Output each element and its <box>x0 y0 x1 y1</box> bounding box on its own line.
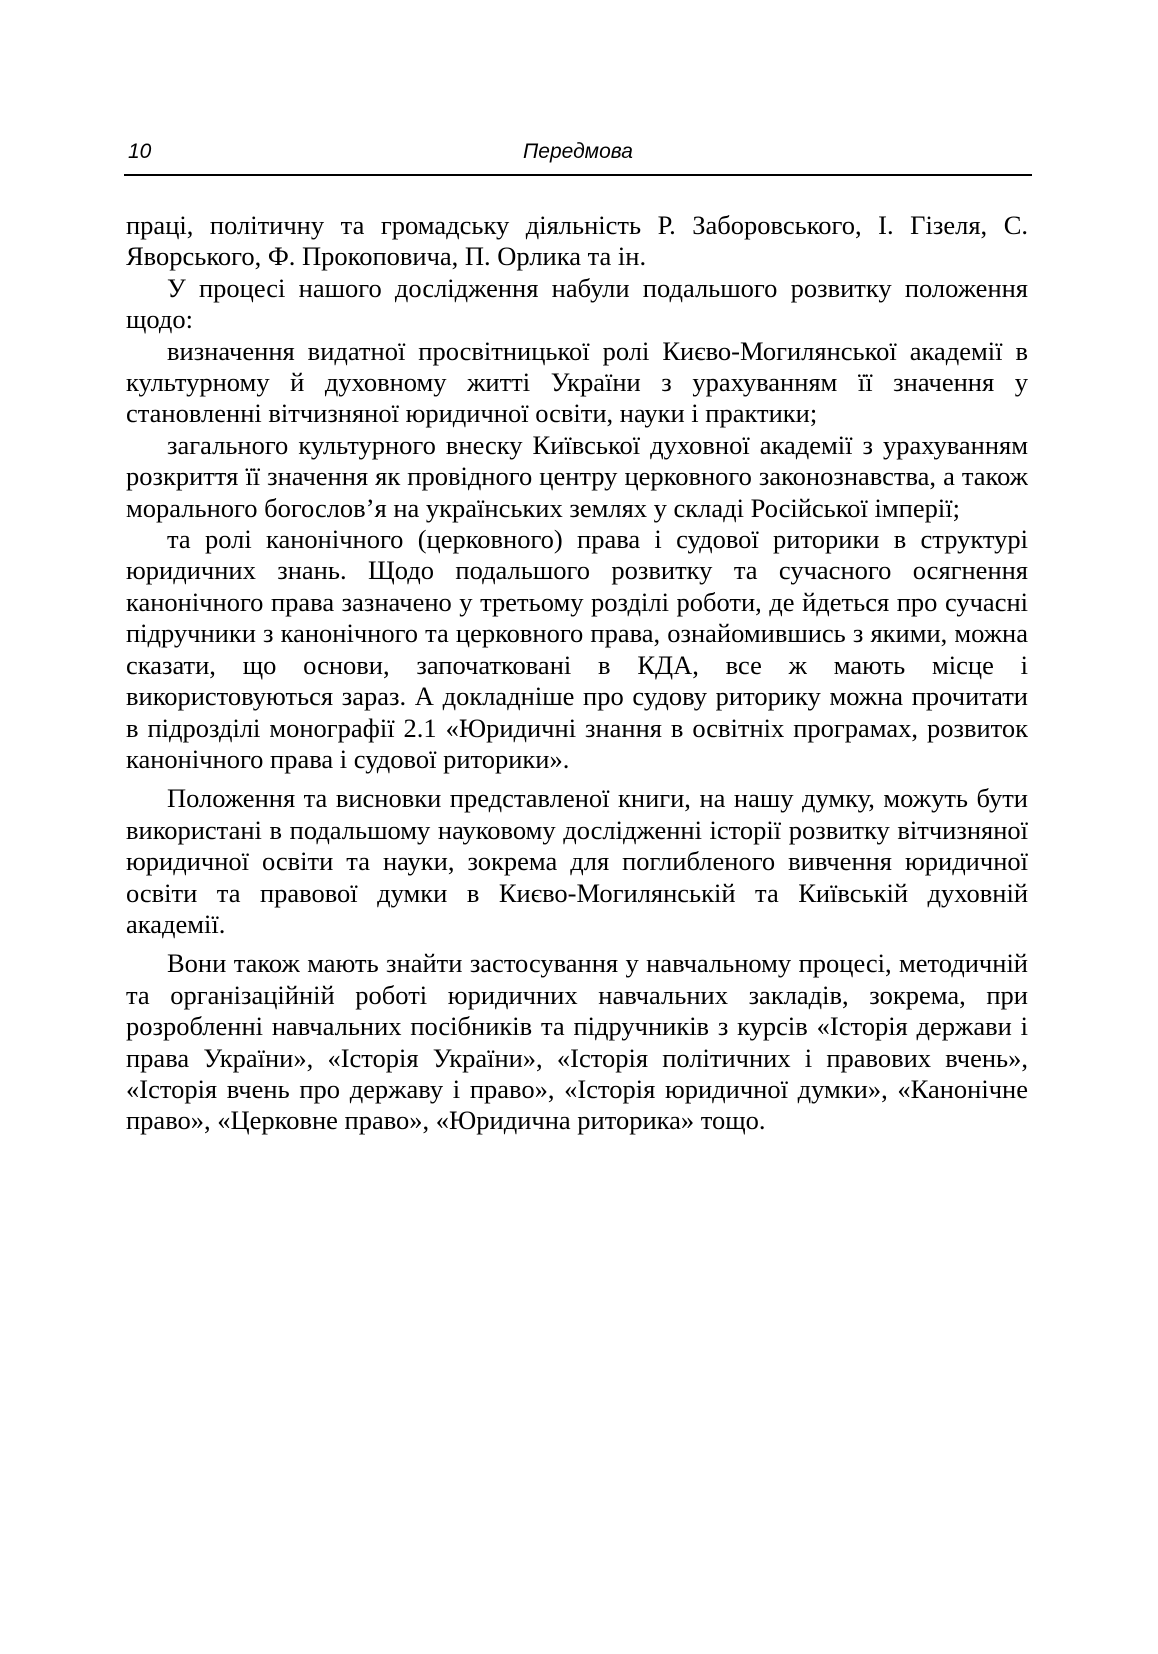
paragraph-intro: У процесі нашого дослідження набули подальшого розвитку положення щодо: <box>126 272 1028 335</box>
page-header <box>124 140 1032 176</box>
paragraph-item-canon-law: та ролі канонічного (церковного) права і судової риторики в структурі юридичних знань. Щодо подальшого розвитку та сучасного осягнення канонічного права зазначено у третьому розділі роботи, де йдеться про сучасні підручники з канонічного та церковного права, ознайомившись з якими, можна сказати, що основи, започатковані в КДА, все ж мають місце і використовуються зараз. А докладніше про судову риторику можна прочитати в підрозділі монографії 2.1 «Юридичні знання в освітніх програмах, розвиток канонічного права і судової риторики». <box>126 524 1028 774</box>
paragraph-item-kda: загального культурного внеску Київської духовної академії з урахуванням розкриття її значення як провідного центру церковного законознавства, а також морального богослов’я на українських землях у складі Російської імперії; <box>126 429 1028 523</box>
paragraph-conclusions: Положення та висновки представленої книги, на нашу думку, можуть бути використані в подальшому науковому дослідженні історії розвитку вітчизняної юридичної освіти та науки, зокрема для поглибленого вивчення юридичної освіти та правової думки в Києво-Могилянській та Київській духовній академії. <box>126 783 1028 939</box>
paragraph-application: Вони також мають знайти застосування у навчальному процесі, методичній та організаційній роботі юридичних навчальних закладів, зокрема, при розробленні навчальних посібників та підручників з курсів «Історія держави і права України», «Історія України», «Історія політичних і правових вчень», «Історія вчень про державу і право», «Історія юридичної думки», «Канонічне право», «Церковне право», «Юридична риторика» тощо. <box>126 948 1028 1136</box>
body-text <box>126 210 1028 1137</box>
page-number: 10 <box>128 140 152 163</box>
paragraph-item-kma: визначення видатної просвітницької ролі Києво-Могилянської академії в культурному й духовному житті України з урахуванням її значення у становленні вітчизняної юридичної освіти, науки і практики; <box>126 335 1028 429</box>
running-title: Передмова <box>523 140 633 163</box>
paragraph-continuation: праці, політичну та громадську діяльність Р. Заборовського, І. Гізеля, С. Яворського, Ф. Прокоповича, П. Орлика та ін. <box>126 210 1028 272</box>
